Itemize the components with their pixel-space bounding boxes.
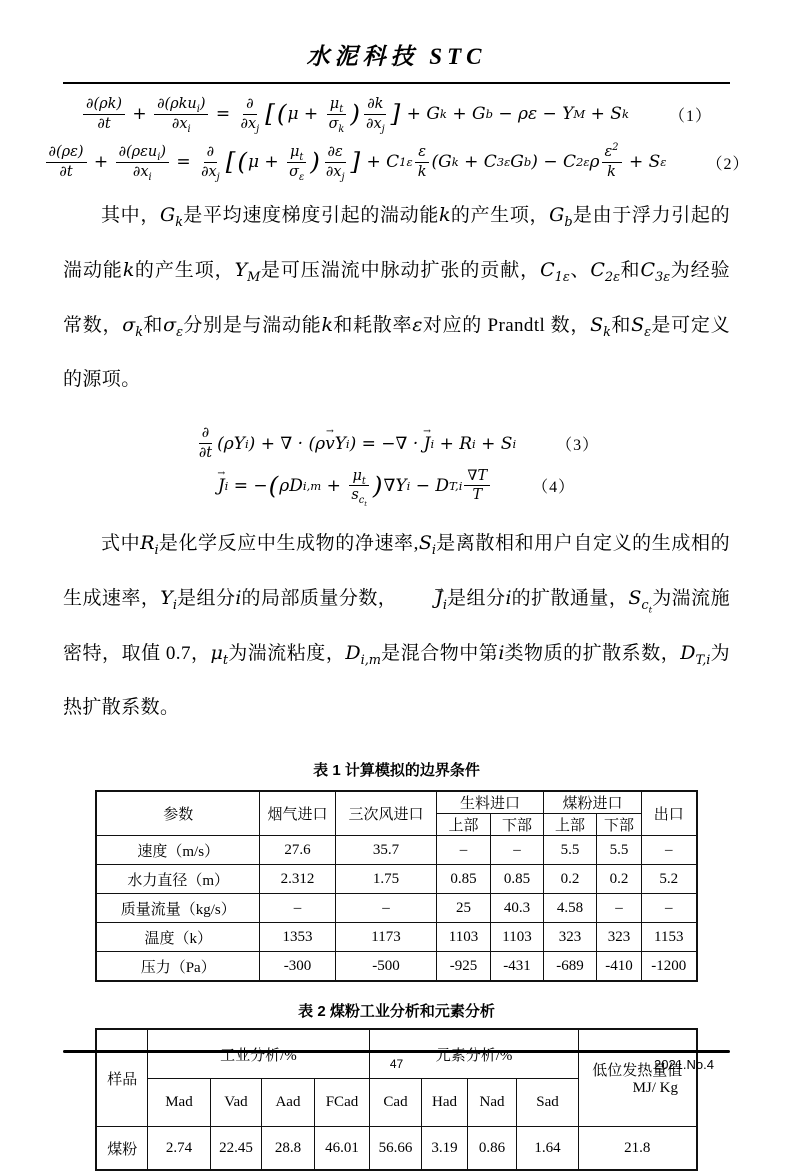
table2-header-fcad: FCad	[314, 1079, 369, 1127]
table-cell: 1.64	[517, 1127, 579, 1171]
equation-4-number: （4）	[532, 479, 576, 497]
table2-header-ultimate-analysis: 元素分析/%	[370, 1029, 579, 1079]
row-label: 速度（m/s）	[96, 836, 259, 865]
row-label: 水力直径（m）	[96, 865, 259, 894]
table1-caption: 表 1 计算模拟的边界条件	[313, 762, 480, 780]
table-cell: –	[490, 836, 543, 865]
table2-header-mad: Mad	[147, 1079, 210, 1127]
table1-header-raw-meal-lower: 下部	[490, 814, 543, 836]
table-cell: 1.75	[335, 865, 436, 894]
lhv-label-line1: 低位发热量值	[592, 1063, 683, 1080]
table-cell: 35.7	[335, 836, 436, 865]
table2-row-coal-powder	[96, 1127, 696, 1171]
table-cell: 25	[436, 894, 490, 923]
table-cell: 2.74	[147, 1127, 210, 1171]
table-cell: 1353	[259, 923, 335, 952]
table1-header-raw-meal-upper: 上部	[436, 814, 490, 836]
table-cell: 0.2	[597, 865, 642, 894]
table-cell: 46.01	[314, 1127, 369, 1171]
table1-header-raw-meal-inlet: 生料进口	[436, 791, 543, 814]
equation-3-number: （3）	[556, 437, 600, 455]
table2-header-proximate-analysis: 工业分析/%	[147, 1029, 369, 1079]
table-cell: -431	[490, 952, 543, 982]
table-cell: 27.6	[259, 836, 335, 865]
table-cell: 56.66	[370, 1127, 422, 1171]
table-cell: –	[259, 894, 335, 923]
footer-row	[63, 1057, 730, 1077]
table-cell: 3.19	[422, 1127, 468, 1171]
table-cell: 1173	[335, 923, 436, 952]
page-number: 47	[389, 1057, 404, 1071]
paragraph-turbulence-terms: 其中，$G_k$是平均速度梯度引起的湍动能k的产生项，$G_b$是由于浮力引起的湍动能k的产生项，$Y_M$是可压湍流中脉动扩张的贡献，$C_{1\varepsilon}$、$C_{2\varepsilon}$和$C_{3\varepsilon}$为经验常数，$\sigma_k$和$\sigma_\varepsilon$分别是与湍动能k和耗散率ε对应的 Prandtl 数，$S_k$和$S_\varepsilon$是可定义的源项。	[63, 204, 731, 391]
row-label: 煤粉	[96, 1127, 147, 1171]
equation-1-body: $\frac{\partial(\rho k)}{\partial t}$ + $\frac{\partial(\rho ku_i)}{\partial x_i}$ = $\frac{\partial}{\partial x_j}$ [ ( μ + $\frac{\mu_t}{\sigma_k}$ ) $\frac{\partial k}{\partial x_j}$ ] + G k + G b − ρε − Y M + S k	[81, 96, 629, 132]
equation-2-number: （2）	[706, 155, 750, 173]
equation-4-body: J → i = − ( ρD i,m + $\frac{\mu_t}{s_{c_t}}$ ) ∇Y i − D T,i $\frac{\nabla T}{T}$	[218, 468, 492, 504]
table-cell: –	[597, 894, 642, 923]
table2-header-cad: Cad	[370, 1079, 422, 1127]
table1-row-mass-flow	[96, 894, 696, 923]
table-cell: –	[436, 836, 490, 865]
table-cell: 5.5	[597, 836, 642, 865]
table-cell: 40.3	[490, 894, 543, 923]
equation-1	[63, 96, 730, 135]
table-cell: 0.86	[468, 1127, 517, 1171]
table-cell: -410	[597, 952, 642, 982]
table1-header-outlet: 出口	[642, 791, 697, 836]
table-cell: 1103	[436, 923, 490, 952]
table1-header-coal-lower: 下部	[597, 814, 642, 836]
table2-header-sample: 样品	[96, 1029, 147, 1127]
table-cell: 323	[544, 923, 597, 952]
table-cell: 0.2	[544, 865, 597, 894]
table-cell: 21.8	[579, 1127, 697, 1171]
table1-row-hydraulic-diameter	[96, 865, 696, 894]
table-cell: -689	[544, 952, 597, 982]
row-label: 温度（k）	[96, 923, 259, 952]
table-cell: -500	[335, 952, 436, 982]
journal-title: 水泥科技 STC	[306, 44, 487, 69]
equation-4	[63, 467, 730, 509]
table2-header-aad: Aad	[261, 1079, 314, 1127]
table1-row-velocity	[96, 836, 696, 865]
header-rule	[63, 82, 730, 84]
table-cell: 0.85	[436, 865, 490, 894]
row-label: 压力（Pa）	[96, 952, 259, 982]
table-cell: –	[642, 894, 697, 923]
table-cell: -300	[259, 952, 335, 982]
footer-rule	[63, 1050, 730, 1053]
table1-header-coal-upper: 上部	[544, 814, 597, 836]
table1-header-row-1	[96, 791, 696, 814]
table2-header-sad: Sad	[517, 1079, 579, 1127]
table-cell: –	[335, 894, 436, 923]
table-cell: 0.85	[490, 865, 543, 894]
table2-header-had: Had	[422, 1079, 468, 1127]
table1-header-tertiary-air-inlet: 三次风进口	[335, 791, 436, 836]
table1-boundary-conditions	[95, 790, 697, 982]
table-cell: -925	[436, 952, 490, 982]
page-header	[63, 42, 730, 84]
equation-2-body: $\frac{\partial(\rho\varepsilon)}{\partial t}$ + $\frac{\partial(\rho\varepsilon u_i)}{\partial x_i}$ = $\frac{\partial}{\partial x_j}$ [ ( μ + $\frac{\mu_t}{\sigma_\varepsilon}$ ) $\frac{\partial\varepsilon}{\partial x_j}$ ] + C 1ε $\frac{\varepsilon}{k}$ (G k + C 3ε G b ) − C 2ε ρ $\frac{\varepsilon^2}{k}$ + S ε	[44, 144, 667, 180]
table-cell: –	[642, 836, 697, 865]
table-cell: 323	[597, 923, 642, 952]
paragraph-species-transport: 式中$R_i$是化学反应中生成物的净速率$,S_i$是离散相和用户自定义的生成相的生成速率，$Y_i$是组分i的局部质量分数， $J \to_i$是组分i的扩散通量，$S_{c_t}$为湍流施密特，取值 0.7，$\mu_t$为湍流粘度，$D_{i,m}$是混合物中第i类物质的扩散系数，$D_{T,i}$为热扩散系数。	[63, 516, 730, 735]
table1-header-param: 参数	[96, 791, 259, 836]
table-cell: 1103	[490, 923, 543, 952]
equation-3	[63, 425, 730, 461]
table-cell: 5.5	[544, 836, 597, 865]
table2-header-vad: Vad	[210, 1079, 261, 1127]
table-cell: 1153	[642, 923, 697, 952]
table-cell: 22.45	[210, 1127, 261, 1171]
table2-header-nad: Nad	[468, 1079, 517, 1127]
table1-header-coal-inlet: 煤粉进口	[544, 791, 642, 814]
equation-2	[48, 142, 750, 183]
table-cell: 28.8	[261, 1127, 314, 1171]
table1-header-flue-gas-inlet: 烟气进口	[259, 791, 335, 836]
issue-number: 2021.No.4	[654, 1057, 714, 1072]
table-cell: 4.58	[544, 894, 597, 923]
equation-3-body: $\frac{\partial}{\partial t}$ (ρY i ) + ∇ · (ρ v → Y i ) = −∇ · J → i + R i + S i	[194, 425, 516, 461]
table2-caption: 表 2 煤粉工业分析和元素分析	[298, 1003, 495, 1021]
table2-header-lower-heating-value	[579, 1029, 697, 1127]
table1-row-pressure	[96, 952, 696, 982]
row-label: 质量流量（kg/s）	[96, 894, 259, 923]
page-footer	[63, 1050, 730, 1077]
table-cell: 2.312	[259, 865, 335, 894]
table-cell: 5.2	[642, 865, 697, 894]
table-cell: -1200	[642, 952, 697, 982]
equation-1-number: （1）	[668, 107, 712, 125]
lhv-label-line2: MJ/ Kg	[632, 1080, 679, 1097]
table1-row-temperature	[96, 923, 696, 952]
